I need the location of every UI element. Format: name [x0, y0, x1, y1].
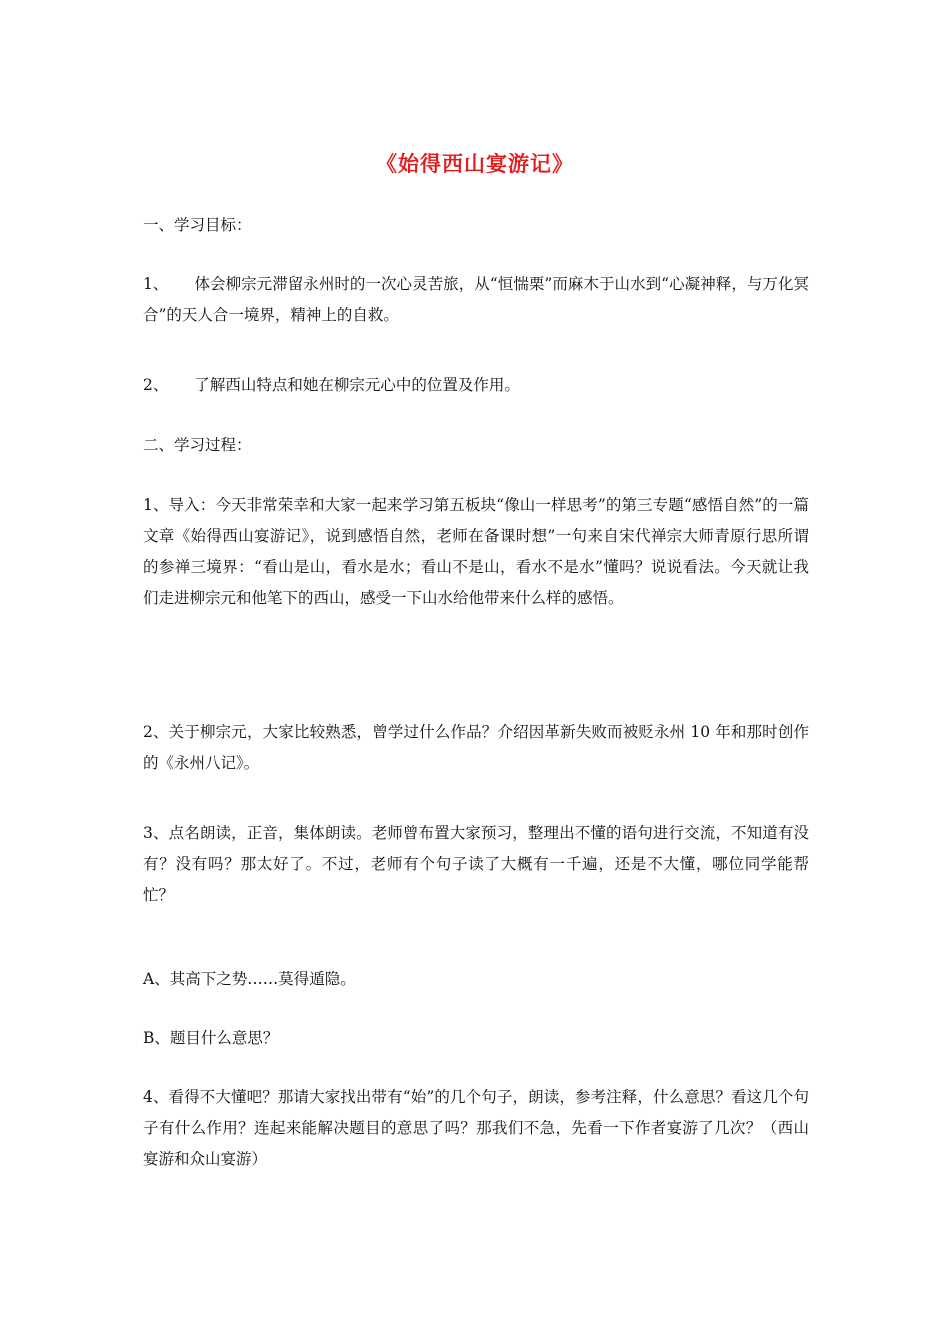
process-paragraph-4: 4、看得不大懂吧？那请大家找出带有“始”的几个句子，朗读，参考注释，什么意思？看这几个句子有什么作用？连起来能解决题目的意思了吗？那我们不急，先看一下作者宴游了几次？（西山宴游和众山宴游）: [143, 1088, 809, 1168]
goal-1: [143, 269, 809, 331]
process-paragraph-2: 2、关于柳宗元，大家比较熟悉，曾学过什么作品？介绍因革新失败而被贬永州 10 年和那时创作的《永州八记》。: [143, 723, 809, 772]
goal-2-text: 了解西山特点和她在柳宗元心中的位置及作用。: [194, 376, 520, 394]
process-paragraph-1: 1、导入：今天非常荣幸和大家一起来学习第五板块“像山一样思考”的第三专题“感悟自然”的一篇文章《始得西山宴游记》，说到感悟自然，老师在备课时想”一句来自宋代禅宗大师青原行思所谓的参禅三境界：“看山是山，看水是水；看山不是山，看水不是水”懂吗？说说看法。今天就让我们走进柳宗元和他笔下的西山，感受一下山水给他带来什么样的感悟。: [143, 496, 809, 607]
process-paragraph-3: 3、点名朗读，正音，集体朗读。老师曾布置大家预习，整理出不懂的语句进行交流，不知道有没有？没有吗？那太好了。不过，老师有个句子读了大概有一千遍，还是不大懂，哪位同学能帮忙？: [143, 824, 809, 904]
goal-2-number: 2、: [143, 376, 169, 394]
goals-heading: 一、学习目标：: [143, 216, 252, 234]
document-title: 《始得西山宴游记》: [376, 151, 574, 176]
process-heading: 二、学习过程：: [143, 436, 252, 454]
goal-2: [143, 370, 809, 401]
question-a: A、其高下之势……莫得遁隐。: [143, 970, 356, 988]
goal-1-number: 1、: [143, 275, 169, 293]
goal-1-text: 体会柳宗元滞留永州时的一次心灵苦旅，从“恒惴栗”而麻木于山水到“心凝神释，与万化冥合”的天人合一境界，精神上的自救。: [143, 275, 809, 324]
question-b: B、题目什么意思？: [143, 1029, 279, 1047]
